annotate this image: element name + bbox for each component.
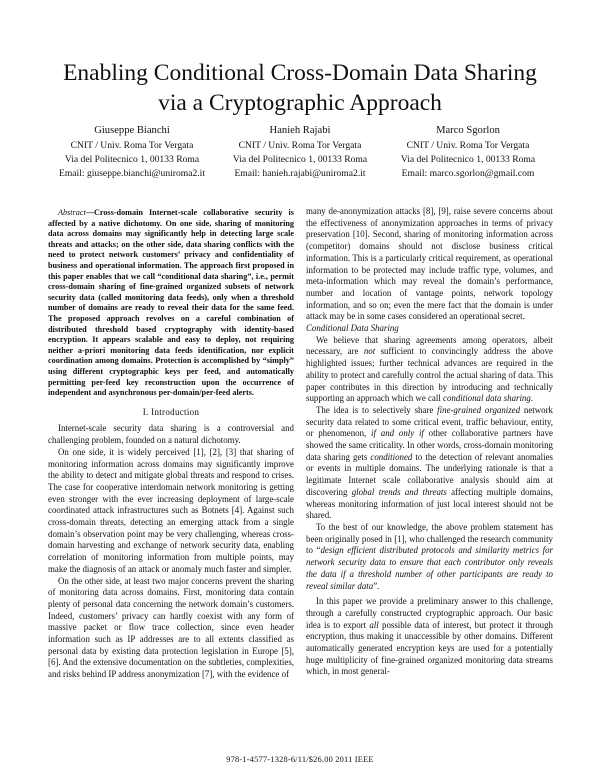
cds-paragraph-3 <box>306 522 553 592</box>
section-heading-introduction: I. Introduction <box>142 406 200 417</box>
author-affiliation: CNIT / Univ. Roma Tor Vergata <box>70 140 194 151</box>
text-run: affecting multiple domains, whereas monitoring information of just local interest should not be shared. <box>306 486 553 521</box>
emphasis: if and only if <box>371 428 424 439</box>
cds-paragraph-4 <box>306 596 553 678</box>
emphasis: not <box>363 346 376 357</box>
emphasis: conditional data sharing <box>443 393 531 404</box>
title-line-2: via a Cryptographic Approach <box>158 90 442 116</box>
cds-paragraph-2 <box>306 405 553 522</box>
emphasis: conditioned <box>370 451 413 462</box>
author-email: Email: marco.sgorlon@gmail.com <box>401 168 535 179</box>
author-email: Email: giuseppe.bianchi@uniroma2.it <box>58 168 206 179</box>
author-email: Email: hanieh.rajabi@uniroma2.it <box>234 168 366 179</box>
text-run: ”. <box>373 580 380 591</box>
intro-paragraph-3: On the other side, at least two major concerns prevent the sharing of monitoring data across domains. First, monitoring data contain plenty of personal data concerning the network domain’s customers. Indeed, customers’ privacy can hardly coexist with any form of massive packet or flow trace collection, since even header information such as IP addresses are to all extents classified as personal data by existing data protection legislation in Europe [5], [6]. And the extensive documentation on the subtleties, complexities, and risks behind IP address anonymization [7], with the evidence of <box>48 575 294 680</box>
intro-paragraph-continued: many de-anonymization attacks [8], [9], raise severe concerns about the effectiveness of anonymization approaches in terms of privacy preservation [10]. Second, sharing of monitoring information across (competitor) domains should not disclose business critical information. This is a particularly critical requirement, as operational information to be protected may include traffic type, volumes, and meta-information which may reveal the domain’s performance, number and location of vantage points, network topology information, and so on; even the mere fact that the domain is under attack may be in some cases considered an operational secret. <box>306 206 553 322</box>
author-address: Via del Politecnico 1, 00133 Roma <box>400 154 536 165</box>
author-name: Giuseppe Bianchi <box>94 125 170 136</box>
intro-paragraph-1: Internet-scale security data sharing is a controversial and challenging problem, founded on a natural dichotomy. <box>48 423 294 446</box>
text-run: other collaborative partners have showed the same criticality. In other words, cross-domain monitoring data sharing gets <box>306 428 553 462</box>
author-affiliation: CNIT / Univ. Roma Tor Vergata <box>406 140 530 151</box>
text-run: We believe that sharing agreements among operators, albeit necessary, are <box>306 334 553 357</box>
author-name: Marco Sgorlon <box>436 125 500 136</box>
abstract-lead: Abstract <box>58 208 86 217</box>
left-column <box>48 208 294 681</box>
cds-paragraph-1 <box>306 335 553 405</box>
text-run: To the best of our knowledge, the above problem statement has been originally posed in [1], who challenged the research community to “ <box>306 521 553 556</box>
text-run: sufficient to convincingly address the above highlighted issues; further technical advances are required in the ability to protect and carefully control the actual sharing of data. This paper contributes in this direction by introducing and technically supporting an approach which we call <box>306 346 553 404</box>
abstract-body: —Cross-domain Internet-scale collaborative security is affected by a native dichotomy. On one side, sharing of monitoring data across domains may significantly help in detecting large scale threats and attacks; on the other side, data sharing conflicts with the need to protect network customers’ privacy and confidentiality of business and operational information. The approach first proposed in this paper enables that we call “conditional data sharing”, i.e., permit cross-domain sharing of fine-grained organized subsets of network security data (called monitoring data feeds), only when a threshold number of domains are ready to reveal their data for the same feed. The proposed approach revolves on a careful combination of distributed threshold based cryptography with identity-based encryption. It appears scalable and easy to deploy, not requiring neither a-priori monitoring data feeds identification, nor explicit coordination among domains. Protection is accomplished by “simply” using different cryptographic keys per feed, and automatically permitting per-feed key reconstruction upon the occurrence of independent and asynchronous per-domain/per-feed alerts. <box>48 208 294 398</box>
text-run: In this paper we provide a preliminary answer to this challenge, through a carefully constructed cryptographic approach. Our basic idea is to export <box>306 596 553 630</box>
intro-paragraph-2: On one side, it is widely perceived [1], [2], [3] that sharing of monitoring information across domains may significantly improve the ability to detect and mitigate global threats and respond to crises. The case for cooperative interdomain network monitoring is getting even stronger with the ever increasing deployment of large-scale coordinated attack infrastructures such as Botnets [4]. Against such cross-domain threats, detecting an emerging attack from a single domain’s observation point may be very challenging, whereas cross-domain harvesting and exchange of network security data, enabling correlation of monitoring information from multiple points, may make the diagnosis of an attack or anomaly much faster and simpler. <box>48 446 294 574</box>
author-1 <box>48 124 216 181</box>
author-3 <box>384 124 552 181</box>
paper-title <box>40 58 560 118</box>
emphasis: fine-grained organized <box>437 404 521 415</box>
author-address: Via del Politecnico 1, 00133 Roma <box>64 154 200 165</box>
author-name: Hanieh Rajabi <box>269 125 331 136</box>
text-run: to the detection of relevant anomalies or events in multiple domains. The underlying rationale is that a legitimate Internet scale collaborative analysis should aim at discovering <box>306 451 553 497</box>
text-run: network security data related to some critical event, traffic behaviour, entity, or phenomenon, <box>306 404 553 439</box>
emphasis: all <box>369 619 379 630</box>
author-block <box>48 124 552 181</box>
abstract <box>48 208 294 399</box>
copyright-footer: 978-1-4577-1328-6/11/$26.00 2011 IEEE <box>226 755 374 764</box>
emphasis: global trends and threats <box>351 486 447 497</box>
subsection-heading: Conditional Data Sharing <box>306 323 399 334</box>
author-2 <box>216 124 384 181</box>
title-line-1: Enabling Conditional Cross-Domain Data Sharing <box>63 60 537 86</box>
text-run: possible data of interest, but protect it through encryption, thus making it unaccessible by other domains. Different automatically generated encryption keys are used for a potentially huge multiplicity of fine-grained organized monitoring data streams which, in most general- <box>306 619 553 677</box>
author-address: Via del Politecnico 1, 00133 Roma <box>232 154 368 165</box>
right-column <box>306 206 553 678</box>
text-run: . <box>530 393 534 404</box>
emphasis: design efficient distributed protocols and similarity metrics for network security data to ensure that each contributor only reveals the data if a threshold number of other participants are ready to reveal similar data <box>306 545 554 591</box>
author-affiliation: CNIT / Univ. Roma Tor Vergata <box>238 140 362 151</box>
text-run: The idea is to selectively share <box>316 404 438 415</box>
